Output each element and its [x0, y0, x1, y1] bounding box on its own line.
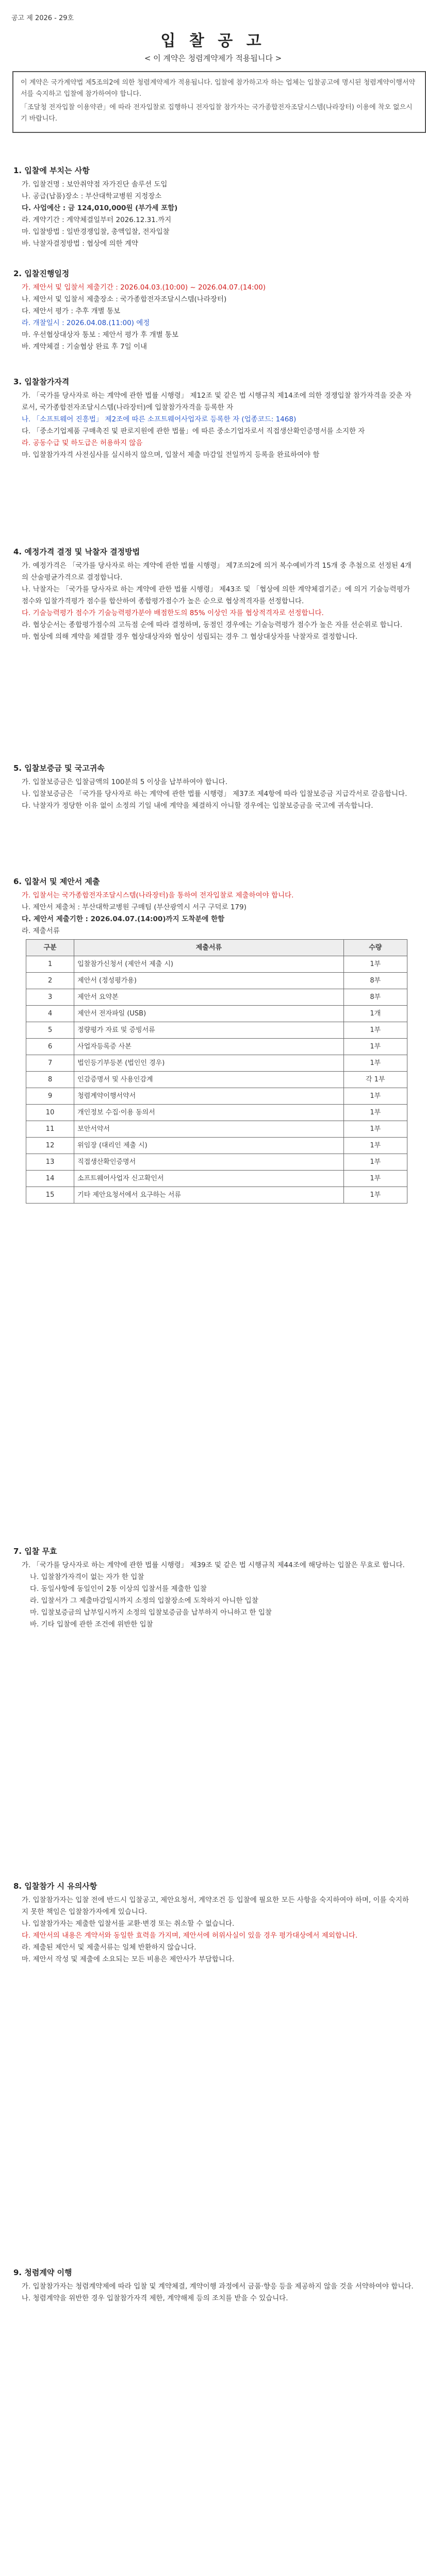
table-cell: 제안서 요약본 [74, 989, 343, 1006]
section-line: 다. 「중소기업제품 구매촉진 및 판로지원에 관한 법률」에 따른 중소기업자로서 직접생산확인증명서를 소지한 자 [22, 427, 365, 435]
table-cell: 1부 [343, 1055, 407, 1072]
table-cell: 11 [26, 1121, 74, 1138]
table-cell: 청렴계약이행서약서 [74, 1088, 343, 1105]
documents-table [26, 939, 407, 1204]
table-cell: 1부 [343, 1138, 407, 1154]
section-title: 1. 입찰에 부치는 사항 [13, 166, 90, 175]
table-cell: 2 [26, 973, 74, 989]
section-line: 가. 「국가를 당사자로 하는 계약에 관한 법률 시행령」 제12조 및 같은 법 시행규칙 제14조에 의한 경쟁입찰 참가자격을 갖춘 자로서, 국가종합전자조달시스템(나라장터)에 입찰참가자격을 등록한 자 [22, 392, 412, 412]
table-cell: 3 [26, 989, 74, 1006]
table-row [26, 1022, 407, 1039]
section-line: 다. 제안서 제출기한 : 2026.04.07.(14:00)까지 도착분에 한함 [22, 915, 225, 923]
table-cell: 1부 [343, 956, 407, 973]
table-cell: 정량평가 자료 및 증빙서류 [74, 1022, 343, 1039]
notice-number: 공고 제 2026 - 29호 [11, 14, 74, 22]
section-line: 마. 협상에 의해 계약을 체결할 경우 협상대상자와 협상이 성립되는 경우 그 협상대상자를 낙찰자로 결정합니다. [22, 633, 358, 641]
section-line: 라. 개찰일시 : 2026.04.08.(11:00) 예정 [22, 319, 150, 327]
section-qualification [13, 376, 414, 461]
table-row [26, 1105, 407, 1121]
section-line: 가. 입찰참가자는 청렴계약제에 따라 입찰 및 계약체결, 계약이행 과정에서 금품·향응 등을 제공하지 않을 것을 서약하여야 합니다. [22, 2282, 414, 2291]
section-line: 다. 제안서의 내용은 계약서와 동일한 효력을 가지며, 제안서에 허위사실이 있을 경우 평가대상에서 제외합니다. [22, 1931, 358, 1940]
intro-paragraph: 이 계약은 국가계약법 제5조의2에 의한 청렴계약제가 적용됩니다. 입찰에 참가하고자 하는 업체는 입찰공고에 명시된 청렴계약이행서약서를 숙지하고 입찰에 참가하여야 합니다. [21, 79, 416, 98]
section-line: 다. 낙찰자가 정당한 이유 없이 소정의 기일 내에 계약을 체결하지 아니할 경우에는 입찰보증금을 국고에 귀속합니다. [22, 802, 373, 810]
table-cell: 법인등기부등본 (법인인 경우) [74, 1055, 343, 1072]
section-integrity [13, 2267, 414, 2304]
table-cell: 13 [26, 1154, 74, 1171]
page-title: 입 찰 공 고 [160, 32, 266, 50]
table-row [26, 1187, 407, 1204]
table-cell: 10 [26, 1105, 74, 1121]
table-cell: 1부 [343, 1088, 407, 1105]
table-cell: 15 [26, 1187, 74, 1204]
section-schedule [13, 268, 414, 353]
section-line: 가. 입찰참가자는 입찰 전에 반드시 입찰공고, 제안요청서, 계약조건 등 입찰에 필요한 모든 사항을 숙지하여야 하며, 이를 숙지하지 못한 책임은 입찰참가자에게 있습니다. [22, 1896, 409, 1916]
table-row [26, 973, 407, 989]
table-cell: 사업자등록증 사본 [74, 1039, 343, 1055]
section-title: 5. 입찰보증금 및 국고귀속 [13, 764, 105, 773]
table-cell: 8 [26, 1072, 74, 1088]
section-title: 6. 입찰서 및 제안서 제출 [13, 877, 100, 886]
section-line: 마. 입찰참가자격 사전심사를 실시하지 않으며, 입찰서 제출 마감일 전일까지 등록을 완료하여야 함 [22, 451, 320, 459]
section-price-decision [13, 546, 414, 643]
section-line: 다. 사업예산 : 금 124,010,000원 (부가세 포함) [22, 204, 178, 212]
section-title: 4. 예정가격 결정 및 낙찰자 결정방법 [13, 547, 140, 556]
section-bid-bond [13, 762, 414, 812]
section-line: 라. 계약기간 : 계약체결일부터 2026.12.31.까지 [22, 216, 172, 224]
section-title: 7. 입찰 무효 [13, 1547, 57, 1556]
section-title: 8. 입찰참가 시 유의사항 [13, 1882, 97, 1891]
table-cell: 1부 [343, 1171, 407, 1187]
section-bid-items [13, 165, 414, 250]
table-row [26, 1039, 407, 1055]
section-line: 다. 동일사항에 동일인이 2통 이상의 입찰서를 제출한 입찰 [30, 1585, 207, 1593]
table-cell: 보안서약서 [74, 1121, 343, 1138]
table-row [26, 1154, 407, 1171]
table-row [26, 1171, 407, 1187]
table-cell: 1 [26, 956, 74, 973]
section-line: 바. 계약체결 : 기술협상 완료 후 7일 이내 [22, 343, 148, 351]
section-line: 나. 입찰참가자는 제출한 입찰서를 교환·변경 또는 취소할 수 없습니다. [22, 1920, 235, 1928]
table-cell: 제안서 (정성평가용) [74, 973, 343, 989]
section-line: 가. 입찰보증금은 입찰금액의 100분의 5 이상을 납부하여야 합니다. [22, 778, 228, 786]
section-line: 마. 제안서 작성 및 제출에 소요되는 모든 비용은 제안사가 부담합니다. [22, 1955, 235, 1963]
table-cell: 6 [26, 1039, 74, 1055]
section-line: 나. 입찰참가자격이 없는 자가 한 입찰 [30, 1573, 144, 1581]
section-line: 나. 「소프트웨어 진흥법」 제2조에 따른 소프트웨어사업자로 등록한 자 (업종코드: 1468) [22, 415, 297, 423]
integrity-notice-box [12, 71, 426, 133]
section-line: 가. 제안서 및 입찰서 제출기간 : 2026.04.03.(10:00) ~ 2026.04.07.(14:00) [22, 283, 266, 292]
table-cell: 소프트웨어사업자 신고확인서 [74, 1171, 343, 1187]
section-line: 바. 기타 입찰에 관한 조건에 위반한 입찰 [30, 1620, 153, 1629]
section-title: 9. 청렴계약 이행 [13, 2268, 72, 2277]
section-line: 라. 제출서류 [22, 927, 60, 935]
table-cell: 5 [26, 1022, 74, 1039]
section-line: 가. 예정가격은 「국가를 당사자로 하는 계약에 관한 법률 시행령」 제7조의2에 의거 복수예비가격 15개 중 추첨으로 선정된 4개의 산술평균가격으로 결정합니다. [22, 562, 412, 582]
table-row [26, 1072, 407, 1088]
table-cell: 개인정보 수집·이용 동의서 [74, 1105, 343, 1121]
section-line: 마. 우선협상대상자 통보 : 제안서 평가 후 개별 통보 [22, 331, 178, 339]
intro-paragraph: 「조달청 전자입찰 이용약관」에 따라 전자입찰로 집행하니 전자입찰 참가자는 국가종합전자조달시스템(나라장터) 이용에 착오 없으시기 바랍니다. [21, 104, 413, 123]
section-line: 라. 협상순서는 종합평가점수의 고득점 순에 따라 결정하며, 동점인 경우에는 기술능력평가 점수가 높은 자를 선순위로 합니다. [22, 621, 403, 629]
table-cell: 4 [26, 1006, 74, 1022]
table-row [26, 1088, 407, 1105]
table-cell: 각 1부 [343, 1072, 407, 1088]
table-header: 구분 [26, 940, 74, 956]
section-line: 라. 공동수급 및 하도급은 허용하지 않음 [22, 439, 143, 447]
section-precautions [13, 1880, 414, 1965]
section-submission [13, 876, 414, 1207]
table-cell: 인감증명서 및 사용인감계 [74, 1072, 343, 1088]
table-cell: 위임장 (대리인 제출 시) [74, 1138, 343, 1154]
table-cell: 9 [26, 1088, 74, 1105]
table-row [26, 1138, 407, 1154]
table-row [26, 1006, 407, 1022]
table-cell: 1부 [343, 1121, 407, 1138]
table-cell: 14 [26, 1171, 74, 1187]
table-cell: 1부 [343, 1154, 407, 1171]
table-cell: 기타 제안요청서에서 요구하는 서류 [74, 1187, 343, 1204]
section-invalid-bids [13, 1546, 414, 1631]
section-line: 라. 제출된 제안서 및 제출서류는 일체 반환하지 않습니다. [22, 1943, 196, 1952]
table-row [26, 956, 407, 973]
table-cell: 1부 [343, 1187, 407, 1204]
section-line: 나. 입찰보증금은 「국가를 당사자로 하는 계약에 관한 법률 시행령」 제37조 제4항에 따라 입찰보증금 지급각서로 갈음합니다. [22, 790, 407, 798]
section-line: 바. 낙찰자결정방법 : 협상에 의한 계약 [22, 240, 138, 248]
section-line: 가. 「국가를 당사자로 하는 계약에 관한 법률 시행령」 제39조 및 같은 법 시행규칙 제44조에 해당하는 입찰은 무효로 합니다. [22, 1561, 405, 1569]
section-line: 가. 입찰건명 : 보안취약점 자가진단 솔루션 도입 [22, 180, 168, 189]
section-title: 2. 입찰진행일정 [13, 269, 70, 278]
table-row [26, 1055, 407, 1072]
table-row [26, 989, 407, 1006]
table-cell: 1개 [343, 1006, 407, 1022]
section-line: 나. 제안서 제출처 : 부산대학교병원 구매팀 (부산광역시 서구 구덕로 179) [22, 903, 247, 911]
table-header: 수량 [343, 940, 407, 956]
table-row [26, 1121, 407, 1138]
section-line: 나. 청렴계약을 위반한 경우 입찰참가자격 제한, 계약해제 등의 조치를 받을 수 있습니다. [22, 2294, 288, 2302]
section-title: 3. 입찰참가자격 [13, 377, 70, 386]
table-cell: 제안서 전자파일 (USB) [74, 1006, 343, 1022]
table-cell: 직접생산확인증명서 [74, 1154, 343, 1171]
page-subtitle: < 이 계약은 청렴계약제가 적용됩니다 > [144, 54, 282, 63]
section-line: 다. 제안서 평가 : 추후 개별 통보 [22, 307, 121, 315]
table-cell: 8부 [343, 973, 407, 989]
section-line: 나. 제안서 및 입찰서 제출장소 : 국가종합전자조달시스템(나라장터) [22, 295, 227, 303]
section-line: 라. 입찰서가 그 제출마감일시까지 소정의 입찰장소에 도착하지 아니한 입찰 [30, 1597, 258, 1605]
table-cell: 1부 [343, 1039, 407, 1055]
table-cell: 8부 [343, 989, 407, 1006]
section-line: 마. 입찰방법 : 일반경쟁입찰, 총액입찰, 전자입찰 [22, 228, 170, 236]
section-line: 다. 기술능력평가 점수가 기술능력평가분야 배점한도의 85% 이상인 자를 협상적격자로 선정합니다. [22, 609, 324, 617]
table-cell: 1부 [343, 1105, 407, 1121]
table-header: 제출서류 [74, 940, 343, 956]
section-line: 가. 입찰서는 국가종합전자조달시스템(나라장터)을 통하여 전자입찰로 제출하여야 합니다. [22, 891, 294, 900]
table-cell: 1부 [343, 1022, 407, 1039]
table-cell: 7 [26, 1055, 74, 1072]
table-cell: 12 [26, 1138, 74, 1154]
section-line: 나. 공급(납품)장소 : 부산대학교병원 지정장소 [22, 192, 162, 200]
section-line: 마. 입찰보증금의 납부일시까지 소정의 입찰보증금을 납부하지 아니하고 한 입찰 [30, 1608, 272, 1617]
section-line: 나. 낙찰자는 「국가를 당사자로 하는 계약에 관한 법률 시행령」 제43조 및 「협상에 의한 계약체결기준」에 의거 기술능력평가 점수와 입찰가격평가 점수를 합산하여 종합평가점수가 높은 순으로 협상적격자를 선정합니다. [22, 585, 410, 605]
table-cell: 입찰참가신청서 (제안서 제출 시) [74, 956, 343, 973]
